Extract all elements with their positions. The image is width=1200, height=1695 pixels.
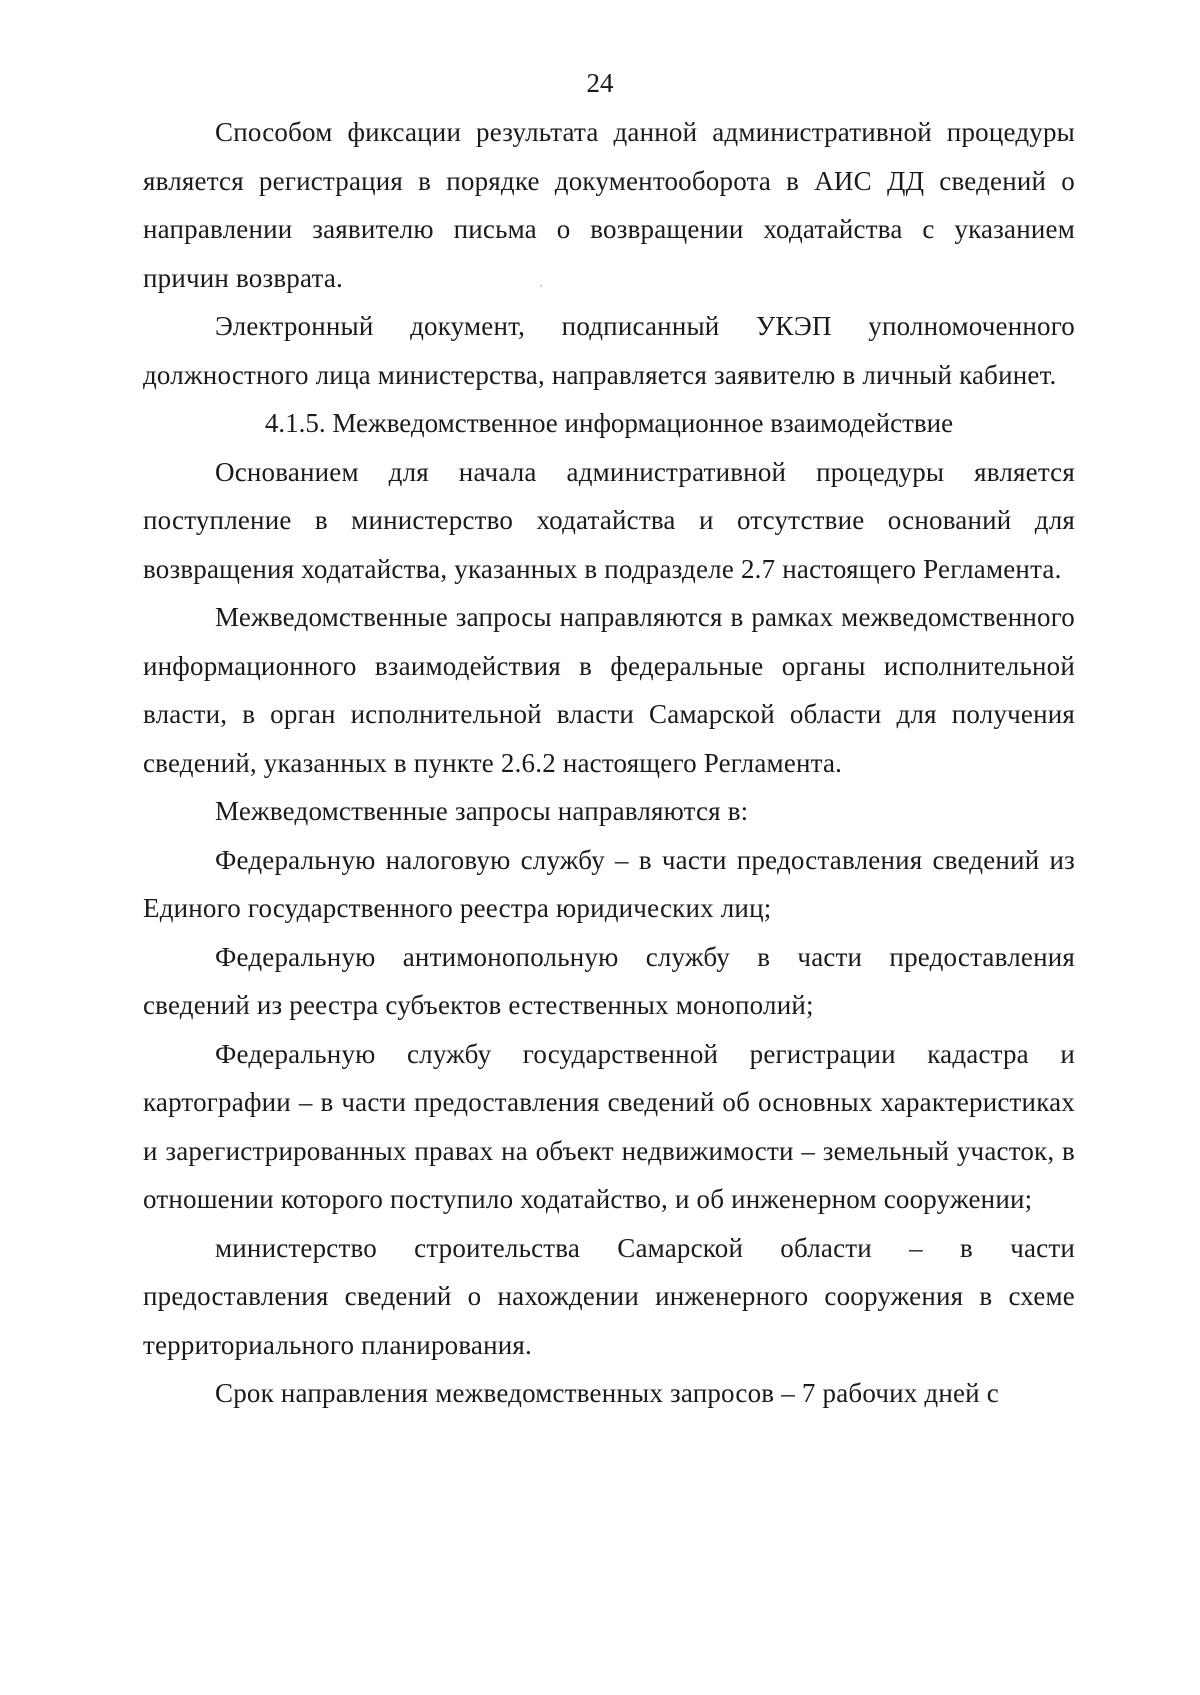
scan-speck: [540, 285, 542, 287]
paragraph-fixation-method: Способом фиксации результата данной административной процедуры является регистрация в порядке документооборота в АИС ДД сведений о направлении заявителю письма о возвращении ходатайства с указанием причин возврата.: [143, 117, 1075, 293]
document-body: [143, 108, 1075, 1418]
paragraph-electronic-document: Электронный документ, подписанный УКЭП уполномоченного должностного лица министерства, направляется заявителю в личный кабинет.: [143, 311, 1075, 390]
paragraph-tax-service: Федеральную налоговую службу – в части предоставления сведений из Единого государственного реестра юридических лиц;: [143, 844, 1075, 923]
paragraph-interagency-requests: Межведомственные запросы направляются в рамках межведомственного информационного взаимодействия в федеральные органы исполнительной власти, в орган исполнительной власти Самарской области для получения сведений, указанных в пункте 2.6.2 настоящего Регламента.: [143, 602, 1075, 778]
section-heading: 4.1.5. Межведомственное информационное взаимодействие: [264, 408, 954, 438]
paragraph-construction-ministry: министерство строительства Самарской области – в части предоставления сведений о нахождении инженерного сооружения в схеме территориального планирования.: [143, 1232, 1075, 1360]
page-number: 24: [586, 68, 614, 98]
paragraph-request-deadline: Срок направления межведомственных запросов – 7 рабочих дней с: [215, 1378, 999, 1408]
paragraph-requests-sent-to: Межведомственные запросы направляются в:: [215, 796, 749, 826]
paragraph-grounds: Основанием для начала административной процедуры является поступление в министерство ходатайства и отсутствие оснований для возвращения ходатайства, указанных в подразделе 2.7 настоящего Регламента.: [143, 456, 1075, 584]
paragraph-cadastre-service: Федеральную службу государственной регистрации кадастра и картографии – в части предоставления сведений об основных характеристиках и зарегистрированных правах на объект недвижимости – земельный участок, в отношении которого поступило ходатайство, и об инженерном сооружении;: [143, 1038, 1075, 1214]
paragraph-antimonopoly-service: Федеральную антимонопольную службу в части предоставления сведений из реестра субъектов естественных монополий;: [143, 941, 1075, 1020]
